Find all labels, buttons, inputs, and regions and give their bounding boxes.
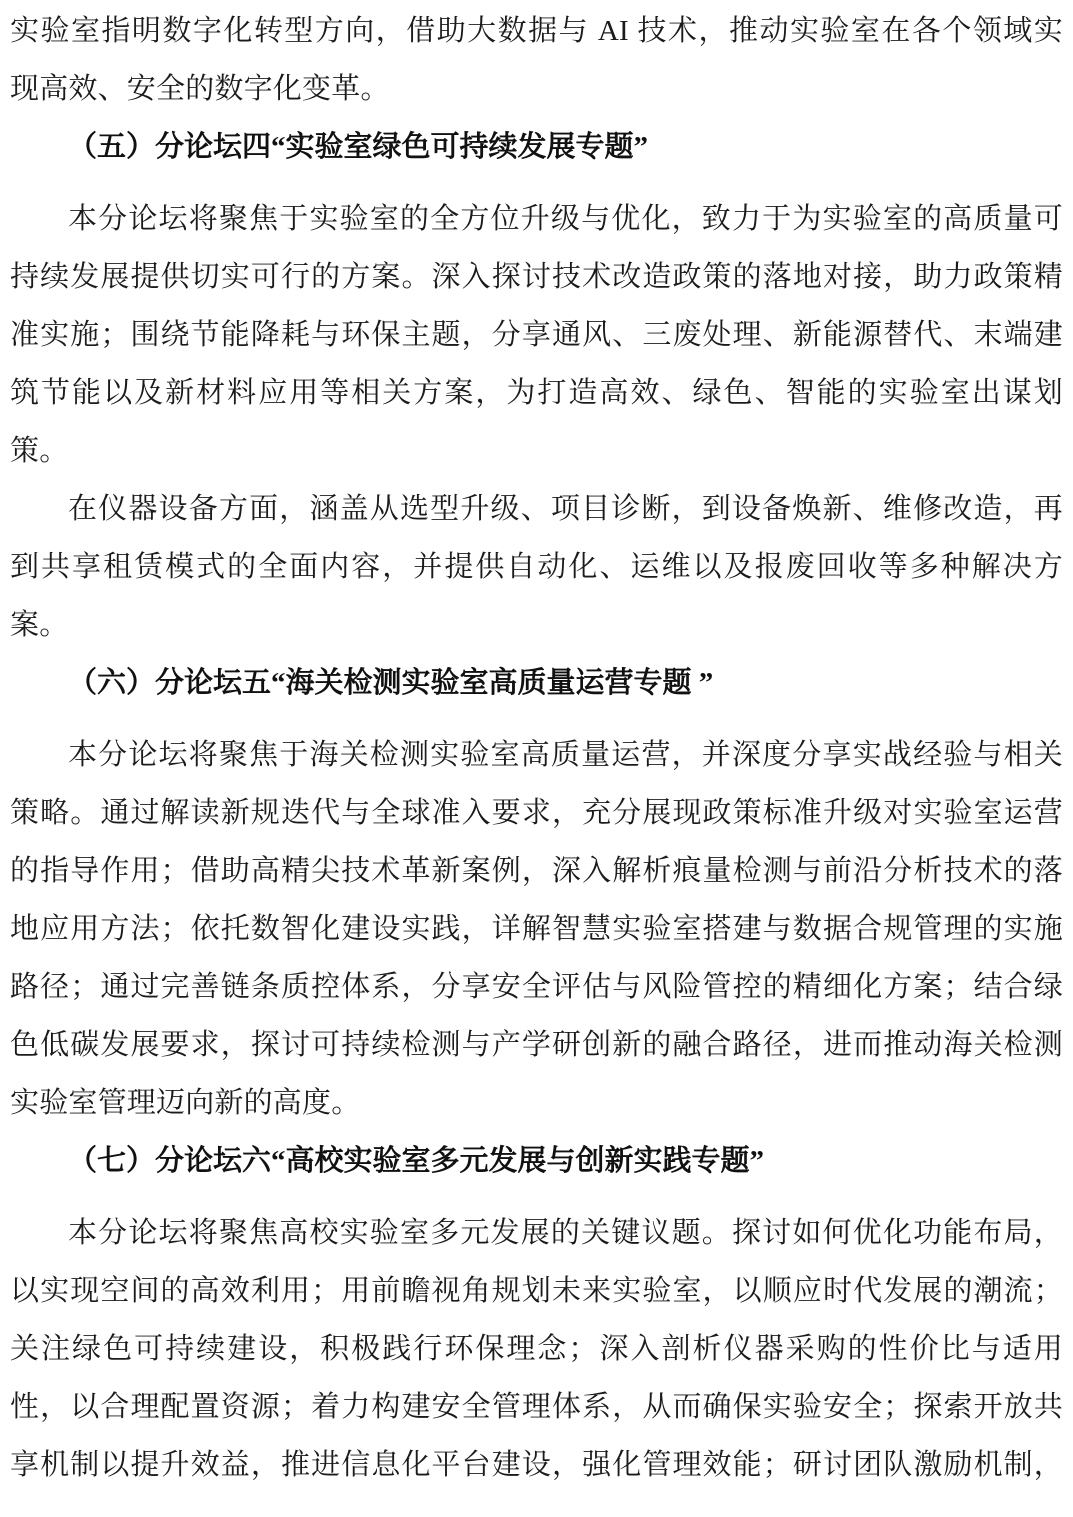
paragraph-forum6-overview [10, 1204, 1063, 1494]
body-line: 本分论坛将聚焦于实验室的全方位升级与优化，致力于为实验室的高质量可 [68, 203, 1063, 235]
body-line: 案。 [10, 609, 69, 641]
paragraph-forum5-overview [10, 726, 1063, 1132]
paragraph-forum4-instruments [10, 480, 1063, 654]
body-line: 到共享租赁模式的全面内容，并提供自动化、运维以及报废回收等多种解决方 [10, 551, 1063, 583]
body-line: 色低碳发展要求，探讨可持续检测与产学研创新的融合路径，进而推动海关检测 [10, 1029, 1063, 1061]
section-heading-forum4-green-sustainable: （五）分论坛四“实验室绿色可持续发展专题” [68, 131, 649, 163]
body-line: 以实现空间的高效利用；用前瞻视角规划未来实验室，以顺应时代发展的潮流； [10, 1275, 1063, 1307]
body-line: 准实施；围绕节能降耗与环保主题，分享通风、三废处理、新能源替代、末端建 [10, 319, 1063, 351]
paragraph-digital-transformation [10, 2, 1063, 118]
body-line: 享机制以提升效益，推进信息化平台建设，强化管理效能；研讨团队激励机制， [10, 1449, 1063, 1481]
body-line: 的指导作用；借助高精尖技术革新案例，深入解析痕量检测与前沿分析技术的落 [10, 855, 1063, 887]
body-line: 本分论坛将聚焦高校实验室多元发展的关键议题。探讨如何优化功能布局， [68, 1217, 1063, 1249]
body-line: 路径；通过完善链条质控体系，分享安全评估与风险管控的精细化方案；结合绿 [10, 971, 1063, 1003]
body-line: 在仪器设备方面，涵盖从选型升级、项目诊断，到设备焕新、维修改造，再 [68, 493, 1063, 525]
body-line: 策。 [10, 435, 69, 467]
body-line: 策略。通过解读新规迭代与全球准入要求，充分展现政策标准升级对实验室运营 [10, 797, 1063, 829]
body-line: 地应用方法；依托数智化建设实践，详解智慧实验室搭建与数据合规管理的实施 [10, 913, 1063, 945]
body-line: 性，以合理配置资源；着力构建安全管理体系，从而确保实验安全；探索开放共 [10, 1391, 1063, 1423]
body-line: 筑节能以及新材料应用等相关方案，为打造高效、绿色、智能的实验室出谋划 [10, 377, 1063, 409]
body-line: 本分论坛将聚焦于海关检测实验室高质量运营，并深度分享实战经验与相关 [68, 739, 1063, 771]
body-line: 实验室指明数字化转型方向，借助大数据与 AI 技术，推动实验室在各个领域实 [10, 15, 1063, 47]
body-line: 实验室管理迈向新的高度。 [10, 1087, 361, 1119]
body-line: 现高效、安全的数字化变革。 [10, 73, 390, 105]
section-heading-forum6-university-labs: （七）分论坛六“高校实验室多元发展与创新实践专题” [68, 1145, 765, 1177]
section-heading-forum5-customs-testing: （六）分论坛五“海关检测实验室高质量运营专题 ” [68, 667, 714, 699]
paragraph-forum4-overview [10, 190, 1063, 480]
body-line: 持续发展提供切实可行的方案。深入探讨技术改造政策的落地对接，助力政策精 [10, 261, 1063, 293]
body-line: 关注绿色可持续建设，积极践行环保理念；深入剖析仪器采购的性价比与适用 [10, 1333, 1063, 1365]
